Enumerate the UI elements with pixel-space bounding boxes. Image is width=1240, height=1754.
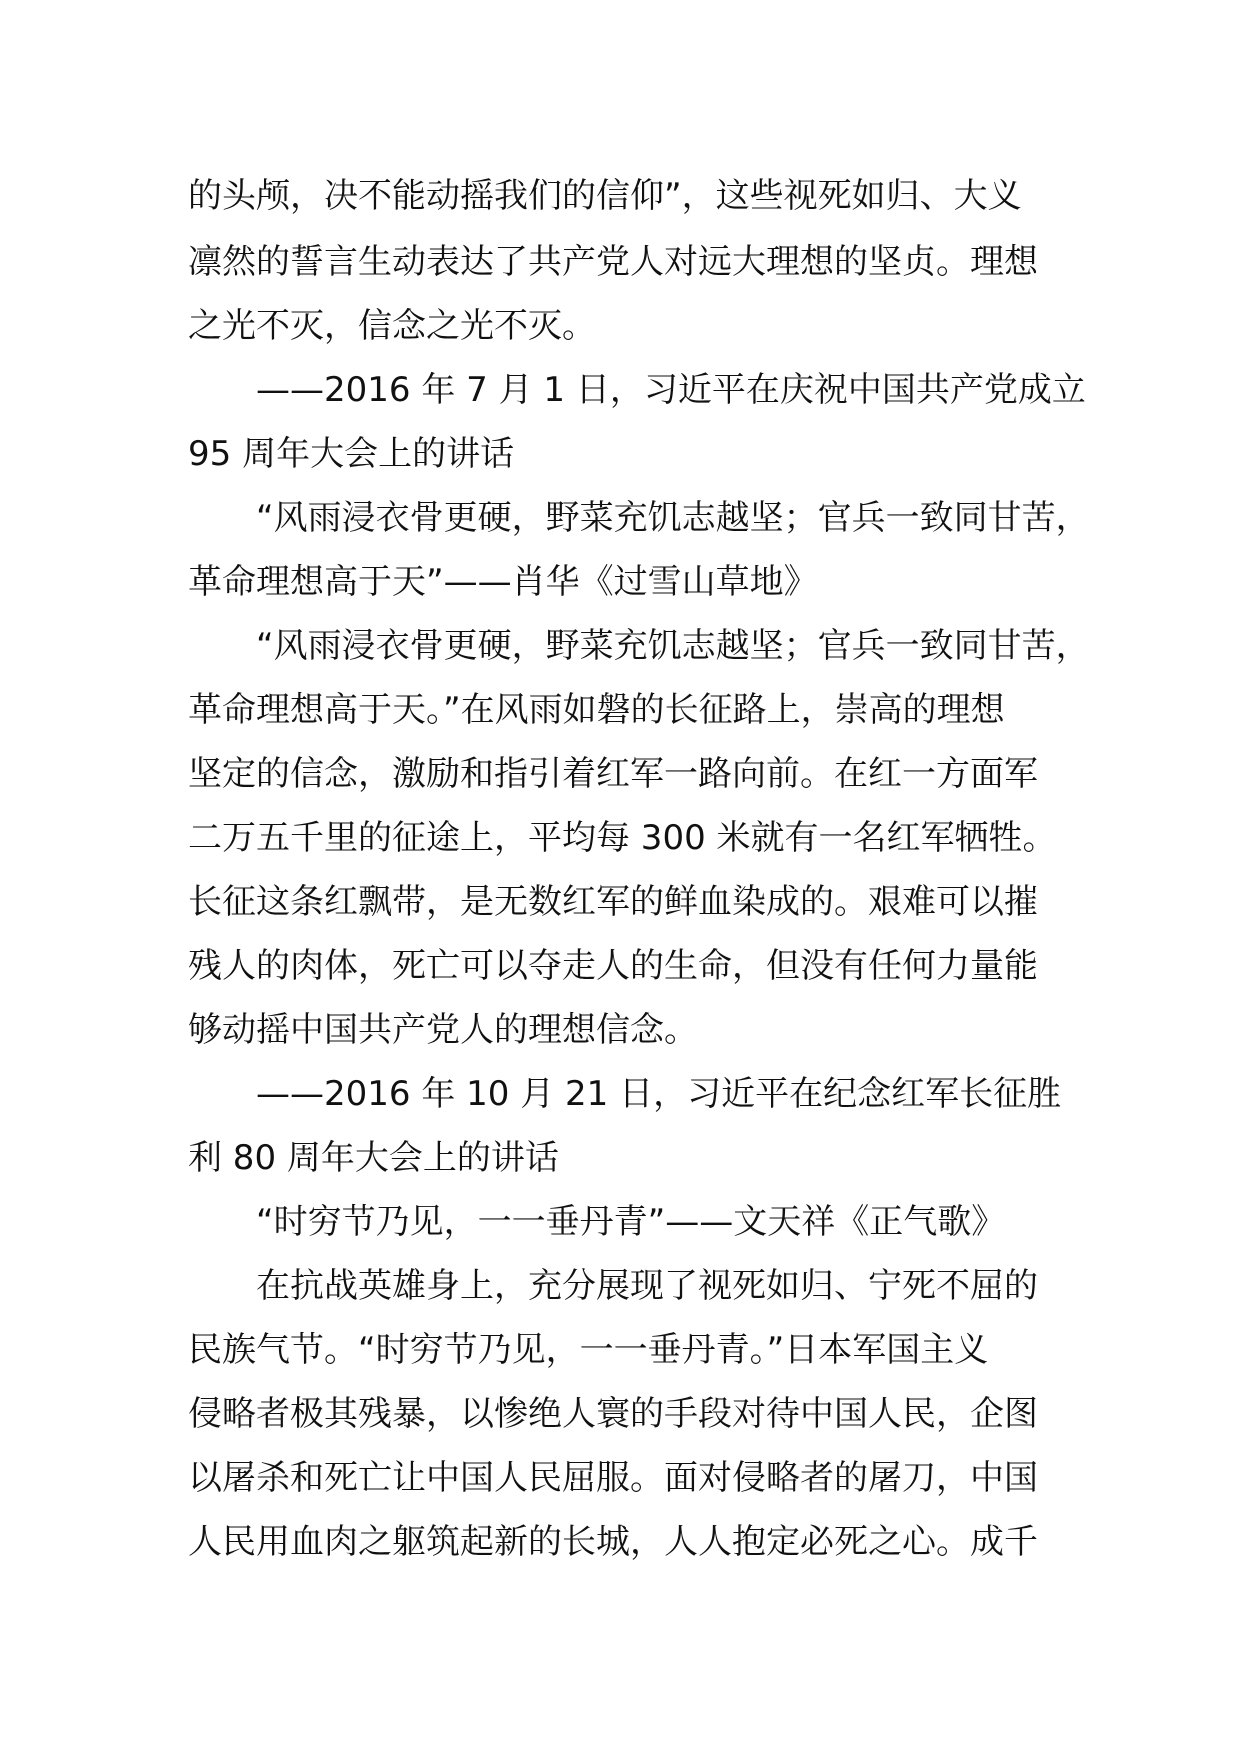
text-line: 凛然的誓言生动表达了共产党人对远大理想的坚贞。理想 xyxy=(188,242,1038,282)
text-line: 长征这条红飘带，是无数红军的鲜血染成的。艰难可以摧 xyxy=(188,882,1038,922)
text-line: 在抗战英雄身上，充分展现了视死如归、宁死不屈的 xyxy=(256,1266,1038,1306)
attribution-line: 利 80 周年大会上的讲话 xyxy=(188,1138,559,1178)
quote-heading: “风雨浸衣骨更硬，野菜充饥志越坚；官兵一致同甘苦， xyxy=(256,498,1090,538)
text-line: 残人的肉体，死亡可以夺走人的生命，但没有任何力量能 xyxy=(188,946,1038,986)
quote-heading: “时穷节乃见，一一垂丹青”——文天祥《正气歌》 xyxy=(256,1202,1006,1242)
text-line: 二万五千里的征途上，平均每 300 米就有一名红军牺牲。 xyxy=(188,818,1057,858)
attribution-line: ——2016 年 10 月 21 日，习近平在纪念红军长征胜 xyxy=(256,1074,1062,1114)
text-line: 够动摇中国共产党人的理想信念。 xyxy=(188,1010,698,1050)
text-line: 革命理想高于天。”在风雨如磐的长征路上，崇高的理想 xyxy=(188,690,1005,730)
attribution-line: ——2016 年 7 月 1 日，习近平在庆祝中国共产党成立 xyxy=(256,370,1086,410)
text-line: 坚定的信念，激励和指引着红军一路向前。在红一方面军 xyxy=(188,754,1038,794)
text-line: 侵略者极其残暴，以惨绝人寰的手段对待中国人民，企图 xyxy=(188,1394,1038,1434)
text-line: 人民用血肉之躯筑起新的长城，人人抱定必死之心。成千 xyxy=(188,1522,1038,1562)
attribution-line: 95 周年大会上的讲话 xyxy=(188,434,515,474)
quote-heading: 革命理想高于天”——肖华《过雪山草地》 xyxy=(188,562,818,602)
text-line: 的头颅，决不能动摇我们的信仰”，这些视死如归、大义 xyxy=(188,176,1022,216)
text-line: 以屠杀和死亡让中国人民屈服。面对侵略者的屠刀，中国 xyxy=(188,1458,1038,1498)
text-line: “风雨浸衣骨更硬，野菜充饥志越坚；官兵一致同甘苦， xyxy=(256,626,1090,666)
text-line: 民族气节。“时穷节乃见，一一垂丹青。”日本军国主义 xyxy=(188,1330,989,1370)
text-line: 之光不灭，信念之光不灭。 xyxy=(188,306,596,346)
